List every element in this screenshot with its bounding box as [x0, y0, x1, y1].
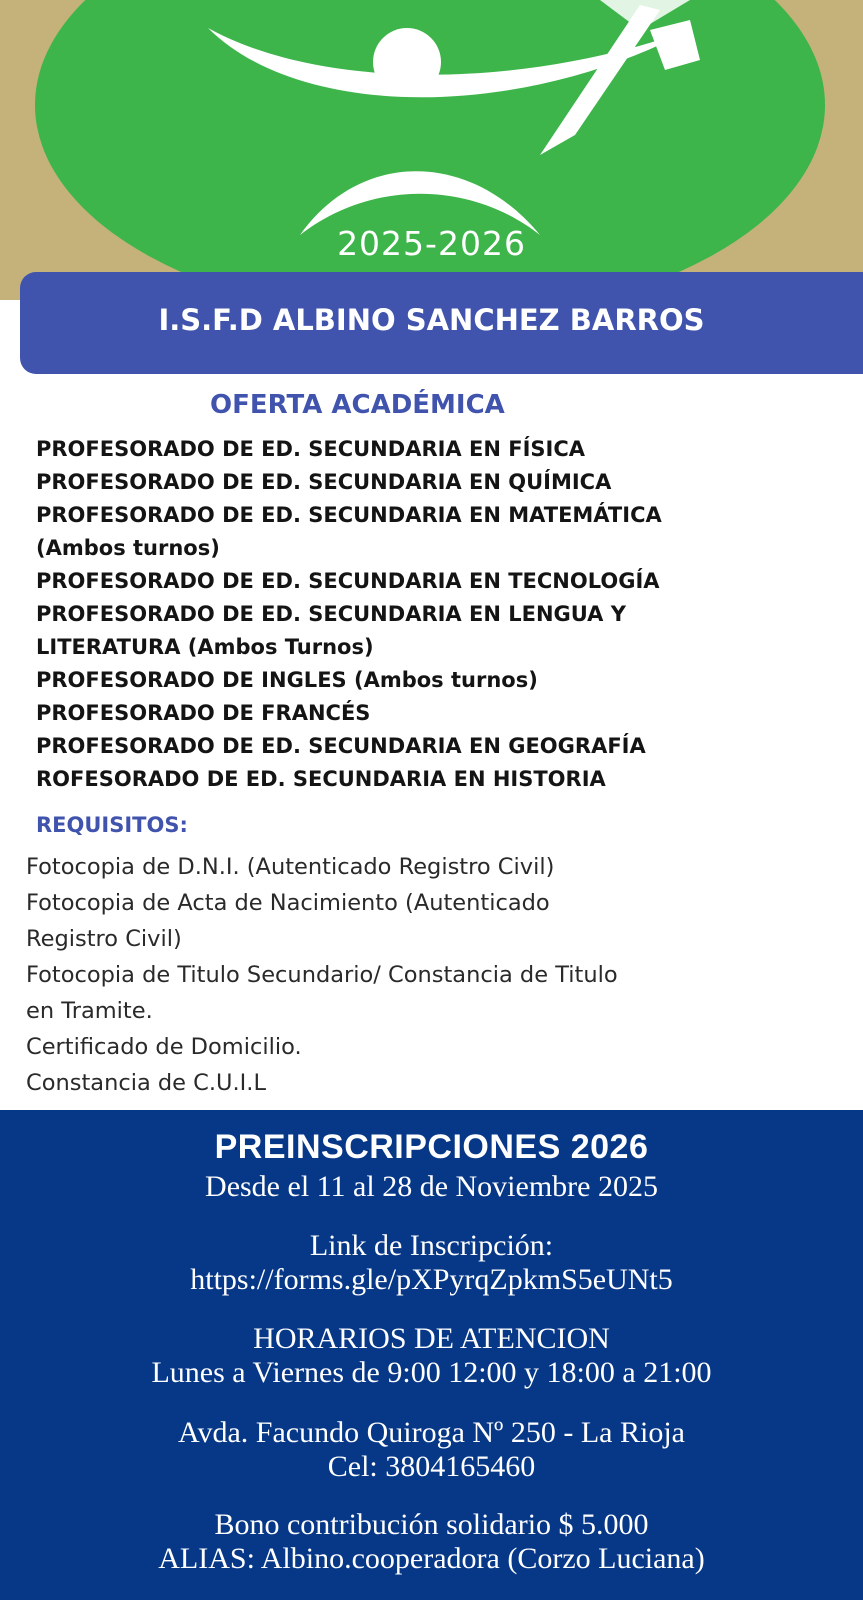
header-graphic: [0, 0, 863, 380]
hours-title: HORARIOS DE ATENCION: [253, 1322, 610, 1355]
list-item: (Ambos turnos): [36, 536, 220, 560]
address: Avda. Facundo Quiroga Nº 250 - La Rioja: [178, 1416, 685, 1449]
list-item: ROFESORADO DE ED. SECUNDARIA EN HISTORIA: [36, 767, 606, 791]
list-item: en Tramite.: [26, 998, 153, 1024]
program-list: [36, 433, 836, 796]
hours-text: Lunes a Viernes de 9:00 12:00 y 18:00 a 21:00: [151, 1356, 712, 1389]
list-item: PROFESORADO DE ED. SECUNDARIA EN TECNOLOGÍA: [36, 569, 660, 593]
registration-dates: Desde el 11 al 28 de Noviembre 2025: [205, 1170, 658, 1203]
list-item: PROFESORADO DE ED. SECUNDARIA EN GEOGRAFÍA: [36, 734, 646, 758]
list-item: PROFESORADO DE ED. SECUNDARIA EN LENGUA Y: [36, 602, 626, 626]
academic-offer-heading: OFERTA ACADÉMICA: [210, 390, 505, 420]
list-item: Fotocopia de Titulo Secundario/ Constancia de Titulo: [26, 962, 618, 988]
registration-link[interactable]: https://forms.gle/pXPyrqZpkmS5eUNt5: [190, 1263, 673, 1296]
list-item: LITERATURA (Ambos Turnos): [36, 635, 374, 659]
link-label: Link de Inscripción:: [309, 1229, 554, 1262]
preinscription-title: PREINSCRIPCIONES 2026: [214, 1128, 649, 1166]
list-item: PROFESORADO DE ED. SECUNDARIA EN MATEMÁTICA: [36, 503, 662, 527]
list-item: Fotocopia de Acta de Nacimiento (Autenticado: [26, 890, 550, 916]
requirements-heading: REQUISITOS:: [36, 813, 188, 837]
list-item: PROFESORADO DE FRANCÉS: [36, 701, 371, 725]
registration-footer: [0, 1110, 863, 1600]
bono-text: Bono contribución solidario $ 5.000: [214, 1508, 649, 1541]
list-item: Constancia de C.U.I.L: [26, 1070, 266, 1096]
list-item: PROFESORADO DE INGLES (Ambos turnos): [36, 668, 538, 692]
list-item: Certificado de Domicilio.: [26, 1034, 302, 1060]
list-item: PROFESORADO DE ED. SECUNDARIA EN QUÍMICA: [36, 470, 612, 494]
requirements-list: [26, 849, 846, 1101]
phone: Cel: 3804165460: [327, 1450, 536, 1483]
alias-text: ALIAS: Albino.cooperadora (Corzo Luciana): [158, 1542, 705, 1575]
academic-year: 2025-2026: [337, 224, 526, 263]
list-item: PROFESORADO DE ED. SECUNDARIA EN FÍSICA: [36, 437, 585, 461]
list-item: Registro Civil): [26, 926, 182, 952]
list-item: Fotocopia de D.N.I. (Autenticado Registro Civil): [26, 854, 555, 880]
institution-name: I.S.F.D ALBINO SANCHEZ BARROS: [158, 303, 705, 337]
